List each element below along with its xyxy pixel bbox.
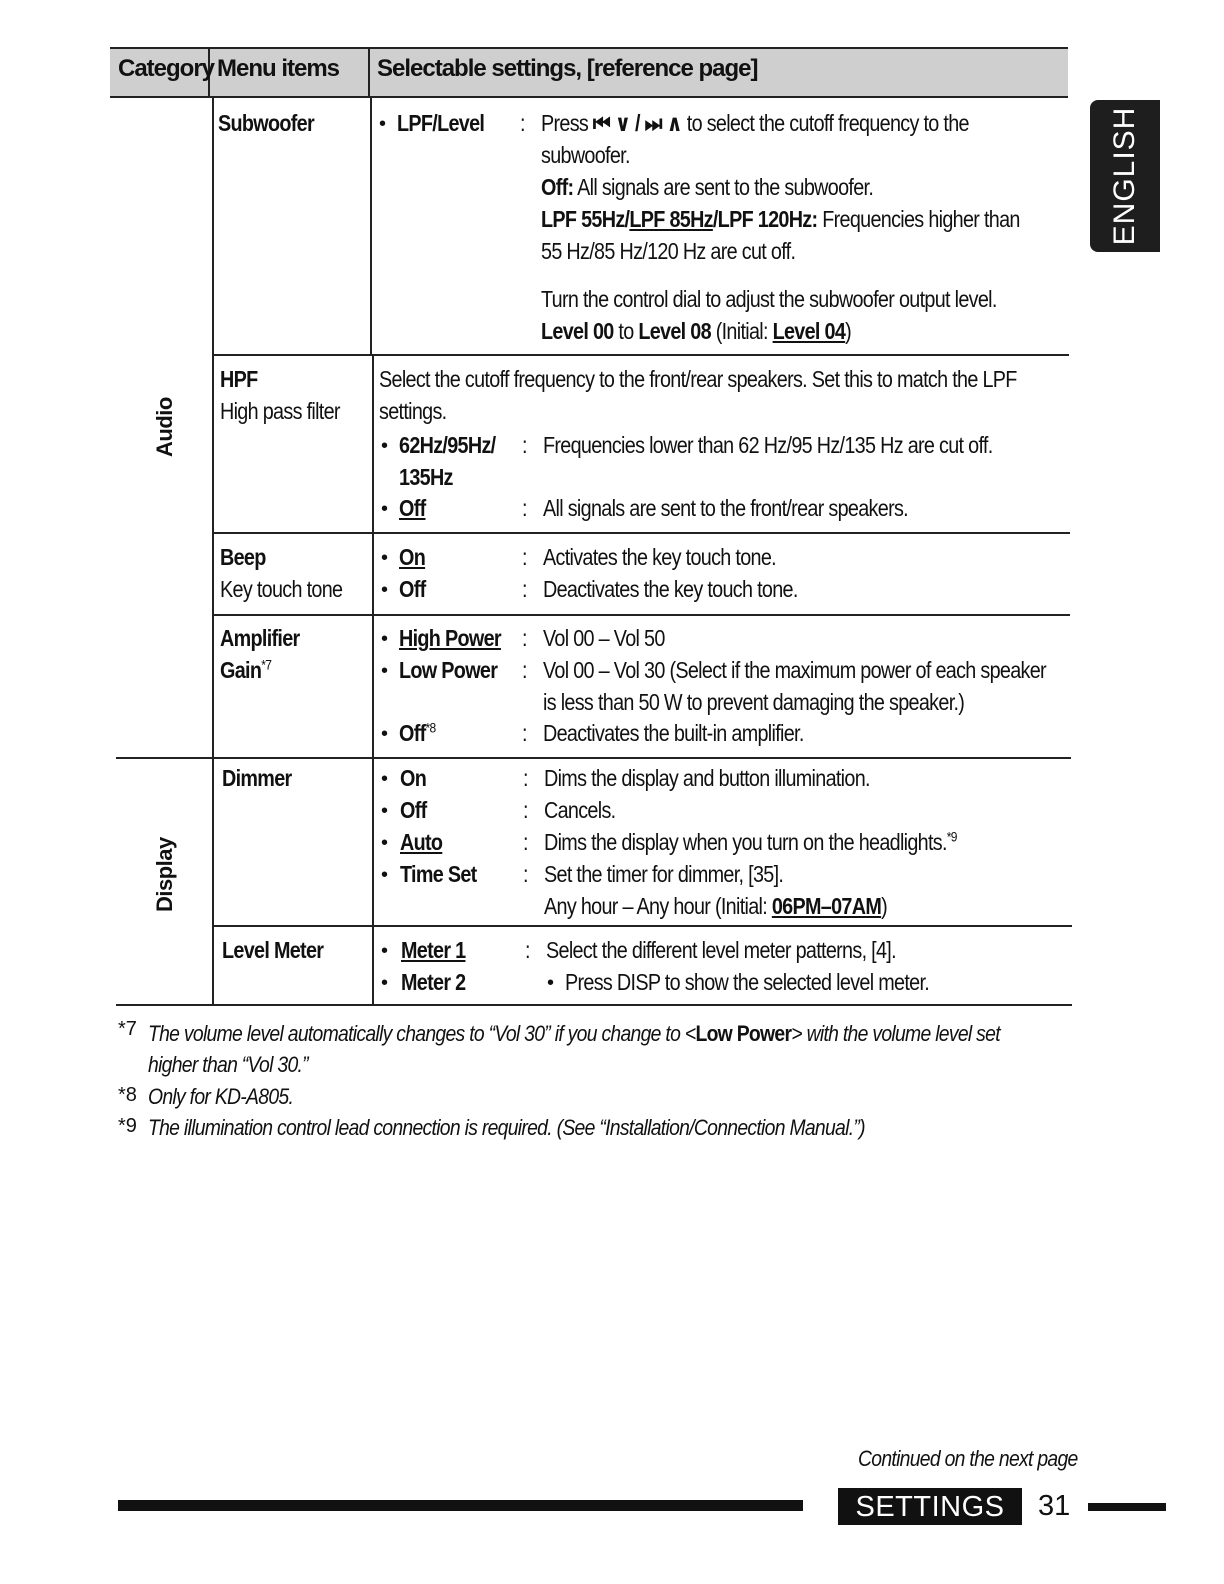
colon: :: [523, 765, 528, 791]
hpf-opt1-text: Frequencies lower than 62 Hz/95 Hz/135 Hz are cut off.: [543, 432, 993, 458]
meter-opt2-text: Press DISP to show the selected level meter.: [565, 969, 930, 995]
subwoofer-level: Level 00 to Level 08 (Initial: Level 04): [541, 318, 852, 344]
header-category: Category: [118, 55, 215, 82]
bullet: •: [381, 832, 389, 854]
subwoofer-lpf-2: 55 Hz/85 Hz/120 Hz are cut off.: [541, 238, 796, 264]
beep-opt2-text: Deactivates the key touch tone.: [543, 576, 798, 602]
colon: :: [523, 861, 528, 887]
row-divider: [212, 925, 1072, 927]
bullet: •: [379, 113, 387, 135]
continued-note: Continued on the next page: [858, 1446, 1078, 1471]
opt-hpf-freq: 62Hz/95Hz/: [399, 432, 496, 458]
amp-opt1-text: Vol 00 – Vol 50: [543, 625, 665, 651]
row-divider: [212, 354, 1069, 356]
language-tab: [1090, 100, 1160, 252]
bullet: •: [381, 864, 389, 886]
footnote-9-mark: *9: [118, 1115, 137, 1137]
dimmer-opt1-text: Dims the display and button illumination.: [544, 765, 870, 791]
menu-beep: Beep: [220, 544, 266, 570]
amp-opt2-text-2: is less than 50 W to prevent damaging the speaker.): [543, 689, 965, 715]
hpf-opt2-text: All signals are sent to the front/rear speakers.: [543, 495, 908, 521]
colon: :: [522, 495, 527, 521]
colon: :: [522, 544, 527, 570]
meter-opt1-text: Select the different level meter patterns, [4].: [546, 937, 896, 963]
bullet: •: [381, 435, 389, 457]
opt-beep-on: On: [399, 544, 426, 570]
menu-amplifier: Amplifier: [220, 625, 300, 651]
dimmer-opt4-text: Set the timer for dimmer, [35].: [544, 861, 784, 887]
section-label: SETTINGS: [855, 1491, 1005, 1523]
bullet: •: [547, 972, 555, 994]
hpf-intro-2: settings.: [379, 398, 447, 424]
header-selectable: Selectable settings, [reference page]: [377, 55, 758, 82]
opt-meter-1: Meter 1: [401, 937, 466, 963]
header-menu-items: Menu items: [217, 55, 340, 82]
column-divider: [372, 354, 374, 1005]
menu-hpf: HPF: [220, 366, 258, 392]
opt-dimmer-off: Off: [400, 797, 427, 823]
colon: :: [522, 432, 527, 458]
menu-beep-desc: Key touch tone: [220, 576, 343, 602]
bullet: •: [381, 800, 389, 822]
footer-bar-left: [118, 1500, 803, 1511]
opt-high-power: High Power: [399, 625, 501, 651]
category-display: Display: [152, 837, 177, 912]
menu-subwoofer: Subwoofer: [218, 110, 315, 136]
opt-hpf-freq-2: 135Hz: [399, 464, 453, 490]
bullet: •: [381, 547, 389, 569]
footnote-9: The illumination control lead connection is required. (See “Installation/Connection Manual.”): [148, 1115, 865, 1140]
row-divider: [212, 614, 1070, 616]
opt-meter-2: Meter 2: [401, 969, 466, 995]
colon: :: [520, 110, 525, 136]
footnote-7-line2: higher than “Vol 30.”: [148, 1052, 308, 1077]
row-divider: [116, 757, 1071, 759]
opt-amp-off: Off$^{*8}$: [399, 719, 436, 746]
beep-opt1-text: Activates the key touch tone.: [543, 544, 776, 570]
opt-hpf-off: Off: [399, 495, 426, 521]
row-divider: [212, 532, 1070, 534]
dimmer-opt3-text: Dims the display when you turn on the headlights.$^{*9}$: [544, 828, 957, 855]
colon: :: [522, 657, 527, 683]
dimmer-opt4-text-2: Any hour – Any hour (Initial: 06PM–07AM): [544, 893, 888, 919]
colon: :: [523, 829, 528, 855]
opt-dimmer-on: On: [400, 765, 427, 791]
menu-amplifier-gain: Gain$^{*7}$: [220, 656, 272, 683]
menu-dimmer: Dimmer: [222, 765, 292, 791]
hpf-intro: Select the cutoff frequency to the front/rear speakers. Set this to match the LPF: [379, 366, 1017, 392]
column-divider: [212, 98, 214, 1005]
language-tab-label: ENGLISH: [1108, 106, 1141, 246]
subwoofer-line2: subwoofer.: [541, 142, 630, 168]
skip-buttons-icon: ⏮ ∨ / ⏭ ∧: [592, 110, 682, 136]
opt-dimmer-time-set: Time Set: [400, 861, 477, 887]
subwoofer-dial: Turn the control dial to adjust the subwoofer output level.: [541, 286, 997, 312]
bullet: •: [381, 660, 389, 682]
opt-beep-off: Off: [399, 576, 426, 602]
subwoofer-off: Off: All signals are sent to the subwoofer.: [541, 174, 874, 200]
footnote-8: Only for KD-A805.: [148, 1084, 294, 1109]
colon: :: [522, 625, 527, 651]
opt-lpf-level: LPF/Level: [397, 110, 485, 136]
colon: :: [525, 937, 530, 963]
bullet: •: [381, 768, 389, 790]
subwoofer-lpf: LPF 55Hz/LPF 85Hz/LPF 120Hz: Frequencies higher than: [541, 206, 1020, 232]
bullet: •: [381, 579, 389, 601]
opt-low-power: Low Power: [399, 657, 498, 683]
divider: [368, 47, 370, 98]
bullet: •: [381, 972, 389, 994]
colon: :: [523, 797, 528, 823]
amp-opt3-text: Deactivates the built-in amplifier.: [543, 720, 804, 746]
colon: :: [522, 576, 527, 602]
dimmer-opt2-text: Cancels.: [544, 797, 616, 823]
footnote-8-mark: *8: [118, 1084, 137, 1106]
menu-level-meter: Level Meter: [222, 937, 324, 963]
subwoofer-line1: Press ⏮ ∨ / ⏭ ∧ to select the cutoff frequency to the: [541, 110, 969, 136]
colon: :: [522, 720, 527, 746]
footnote-7: The volume level automatically changes to “Vol 30” if you change to <Low Power> with the volume level set: [148, 1021, 1000, 1046]
bullet: •: [381, 940, 389, 962]
bullet: •: [381, 723, 389, 745]
category-audio: Audio: [152, 397, 177, 457]
bullet: •: [381, 628, 389, 650]
table-bottom: [116, 1004, 1072, 1006]
column-divider: [370, 98, 372, 354]
opt-dimmer-auto: Auto: [400, 829, 443, 855]
page-number: 31: [1038, 1490, 1071, 1522]
menu-hpf-desc: High pass filter: [220, 398, 340, 424]
footnote-7-mark: *7: [118, 1018, 137, 1040]
amp-opt2-text: Vol 00 – Vol 30 (Select if the maximum power of each speaker: [543, 657, 1046, 683]
footer-bar-right: [1088, 1503, 1166, 1511]
bullet: •: [381, 498, 389, 520]
